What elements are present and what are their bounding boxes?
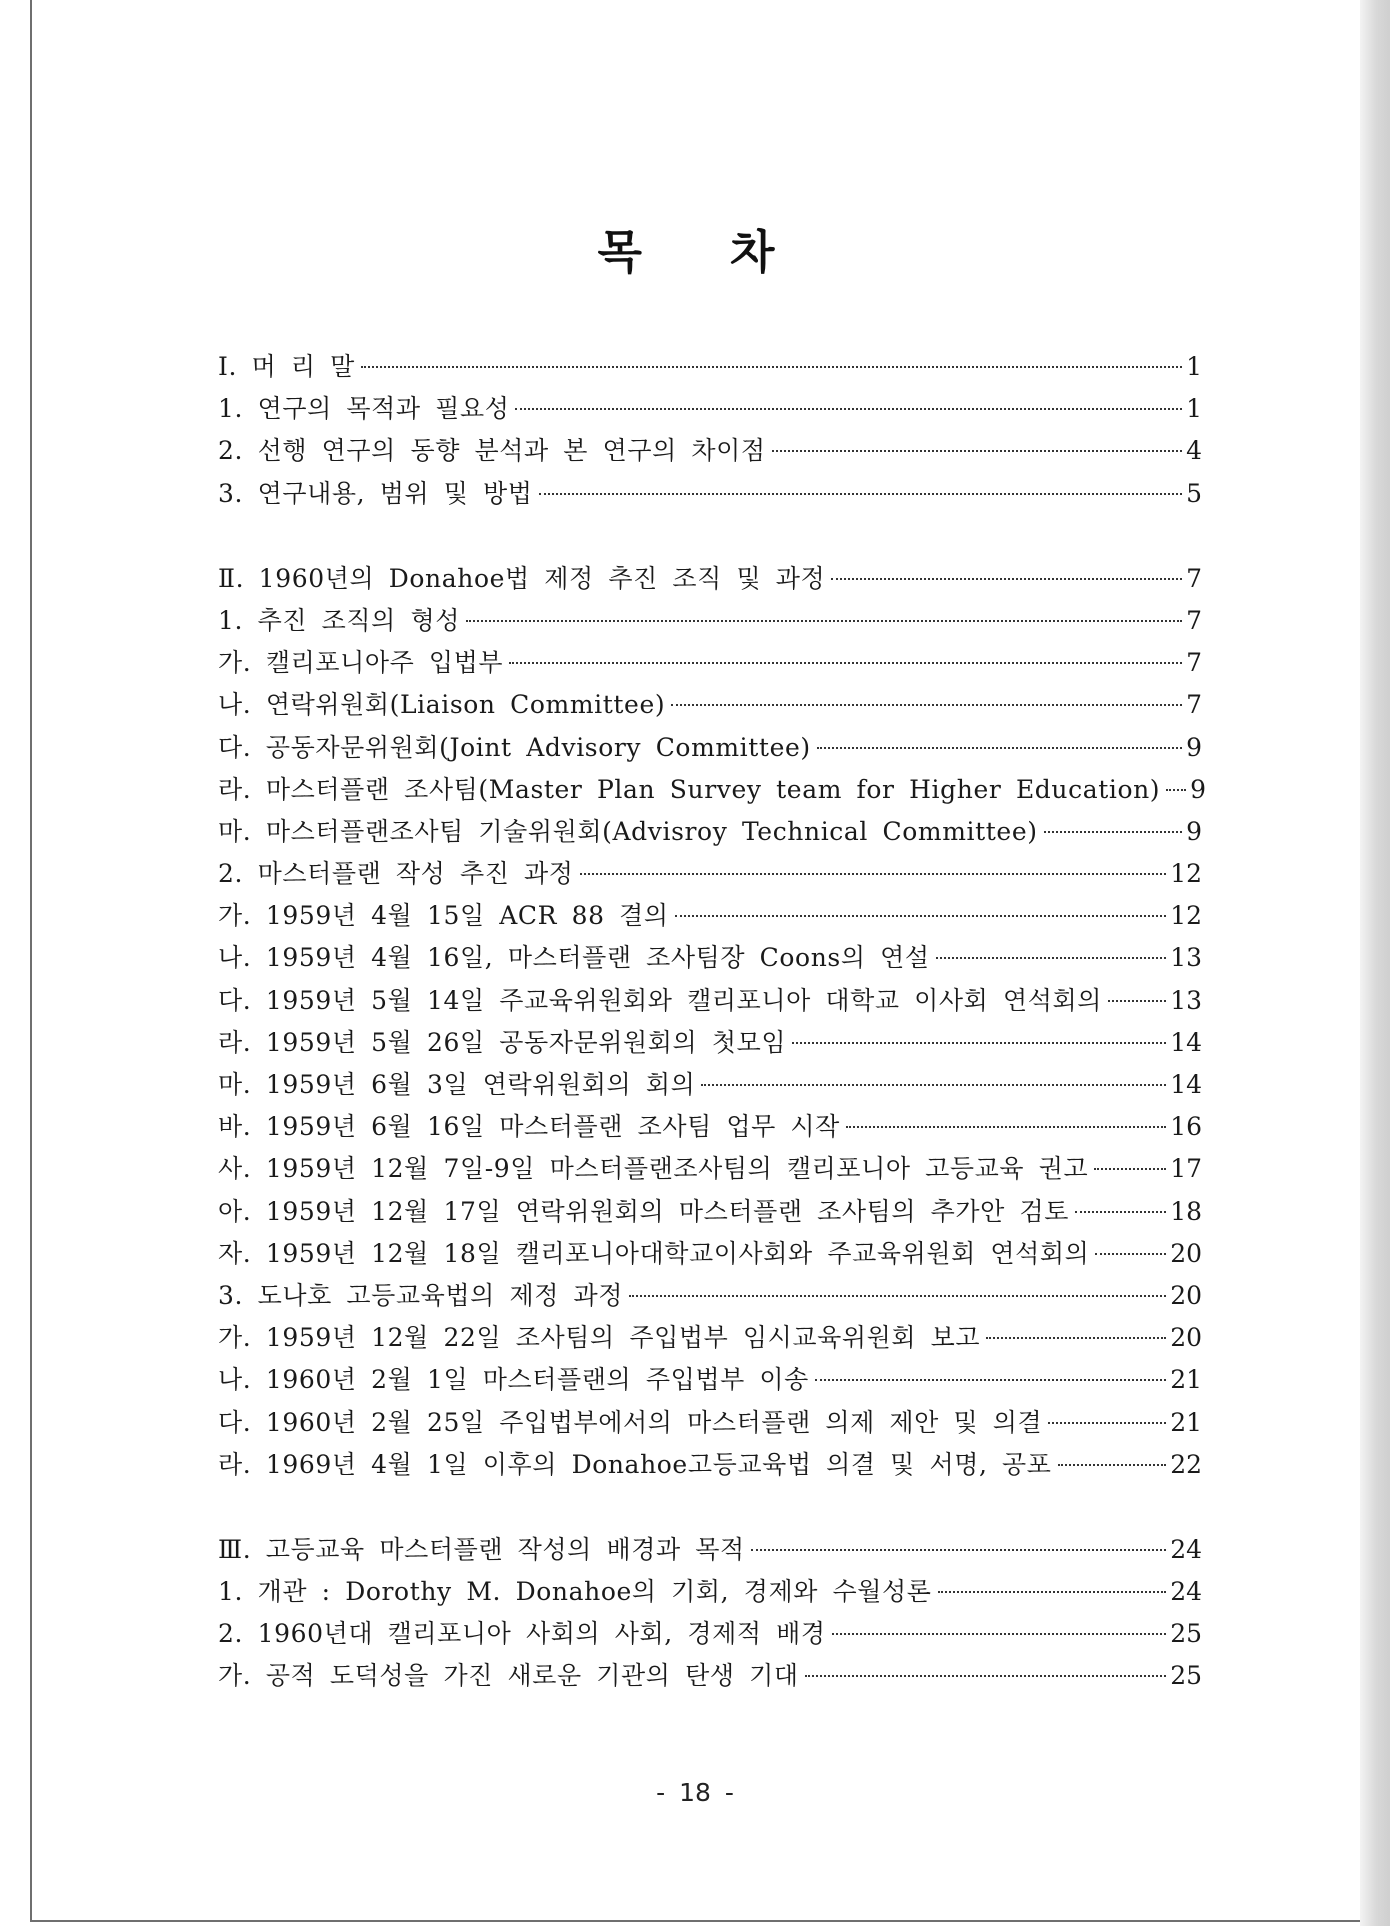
toc-entry-page: 18 — [1170, 1196, 1202, 1226]
toc-section — [218, 558, 1207, 1486]
toc-entry[interactable] — [218, 1529, 1202, 1571]
dot-leader — [938, 1591, 1167, 1593]
dot-leader — [805, 1675, 1167, 1677]
toc-entry-title: Ⅰ. 머 리 말 — [218, 352, 355, 381]
toc-section — [218, 346, 1202, 515]
toc-entry-title: 나. 연락위원회(Liaison Committee) — [218, 690, 666, 720]
toc-entry-title: 가. 캘리포니아주 입법부 — [218, 648, 504, 678]
toc-entry-title: 마. 마스터플랜조사팀 기술위원회(Advisroy Technical Committee) — [218, 816, 1038, 846]
toc-entry-page: 21 — [1170, 1365, 1202, 1395]
toc-entry-title: 1. 추진 조직의 형성 — [218, 605, 460, 635]
toc-entry-title: 2. 마스터플랜 작성 추진 과정 — [218, 859, 574, 889]
dot-leader — [1166, 789, 1186, 791]
toc-entry-page: 5 — [1186, 478, 1202, 508]
toc-entry[interactable] — [218, 811, 1202, 853]
dot-leader — [936, 957, 1167, 959]
toc-entry-page: 7 — [1186, 605, 1202, 635]
toc-entry-title: 라. 1969년 4월 1일 이후의 Donahoe고등교육법 의결 및 서명, 공포 — [218, 1449, 1052, 1479]
dot-leader — [986, 1337, 1166, 1339]
toc-entry-title: 3. 연구내용, 범위 및 방법 — [218, 478, 533, 508]
toc-entry-page: 1 — [1186, 394, 1202, 424]
dot-leader — [1094, 1168, 1166, 1170]
toc-entry[interactable] — [218, 853, 1202, 895]
toc-entry-title: 마. 1959년 6월 3일 연락위원회의 회의 — [218, 1070, 696, 1099]
toc-entry[interactable] — [218, 346, 1202, 388]
toc-entry-page: 24 — [1170, 1577, 1202, 1607]
toc-entry-title: 1. 개관 : Dorothy M. Donahoe의 기회, 경제와 수월성론 — [218, 1577, 932, 1607]
toc-entry[interactable] — [218, 1106, 1202, 1148]
toc-entry[interactable] — [218, 1655, 1202, 1697]
dot-leader — [1075, 1211, 1166, 1213]
dot-leader — [1044, 831, 1183, 833]
toc-entry-page: 4 — [1186, 436, 1202, 466]
toc-entry-page: 20 — [1170, 1280, 1202, 1310]
toc-entry[interactable] — [218, 684, 1202, 726]
toc-entry[interactable] — [218, 1233, 1202, 1275]
toc-entry-page: 21 — [1170, 1407, 1202, 1437]
toc-entry-page: 13 — [1170, 943, 1202, 973]
dot-leader — [466, 620, 1182, 622]
dot-leader — [817, 747, 1182, 749]
dot-leader — [675, 915, 1167, 917]
toc-entry-page: 22 — [1170, 1449, 1202, 1479]
toc-entry-title: 다. 공동자문위원회(Joint Advisory Committee) — [218, 732, 811, 762]
toc-entry[interactable] — [218, 937, 1202, 979]
toc-section — [218, 1529, 1202, 1698]
toc-entry-page: 7 — [1186, 563, 1202, 593]
toc-entry-page: 25 — [1170, 1661, 1202, 1691]
toc-entry-page: 25 — [1170, 1619, 1202, 1649]
toc-entry-page: 13 — [1170, 985, 1202, 1015]
toc-entry-page: 12 — [1170, 859, 1202, 889]
dot-leader — [509, 662, 1182, 664]
toc-entry[interactable] — [218, 769, 1207, 811]
page-title: 목 차 — [597, 225, 811, 279]
toc-entry[interactable] — [218, 727, 1202, 769]
toc-entry-title: 가. 공적 도덕성을 가진 새로운 기관의 탄생 기대 — [218, 1661, 799, 1691]
table-of-contents — [218, 346, 1207, 1741]
toc-entry-title: 다. 1959년 5월 14일 주교육위원회와 캘리포니아 대학교 이사회 연석회의 — [218, 985, 1102, 1015]
toc-entry-page: 14 — [1170, 1027, 1202, 1057]
dot-leader — [831, 578, 1182, 580]
dot-leader — [671, 704, 1182, 706]
toc-entry-title: 자. 1959년 12월 18일 캘리포니아대학교이사회와 주교육위원회 연석회의 — [218, 1238, 1090, 1268]
dot-leader — [701, 1084, 1166, 1086]
toc-entry-title: 2. 1960년대 캘리포니아 사회의 사회, 경제적 배경 — [218, 1619, 826, 1649]
toc-entry-page: 12 — [1170, 901, 1202, 931]
toc-entry[interactable] — [218, 1275, 1202, 1317]
dot-leader — [629, 1295, 1166, 1297]
toc-entry-title: 나. 1959년 4월 16일, 마스터플랜 조사팀장 Coons의 연설 — [218, 943, 930, 973]
toc-entry[interactable] — [218, 642, 1202, 684]
toc-entry-title: 사. 1959년 12월 7일-9일 마스터플랜조사팀의 캘리포니아 고등교육 권고 — [218, 1154, 1089, 1184]
toc-entry-page: 20 — [1170, 1323, 1202, 1353]
toc-entry[interactable] — [218, 980, 1202, 1022]
toc-entry-page: 7 — [1186, 648, 1202, 678]
toc-entry-page: 9 — [1186, 732, 1202, 762]
toc-entry[interactable] — [218, 1191, 1202, 1233]
toc-entry-title: 라. 1959년 5월 26일 공동자문위원회의 첫모임 — [218, 1027, 787, 1057]
toc-entry[interactable] — [218, 473, 1202, 515]
toc-entry-page: 9 — [1186, 816, 1202, 846]
dot-leader — [751, 1549, 1166, 1551]
toc-entry[interactable] — [218, 1444, 1202, 1486]
dot-leader — [539, 493, 1183, 495]
dot-leader — [1108, 1000, 1166, 1002]
toc-entry-title: 1. 연구의 목적과 필요성 — [218, 394, 510, 424]
toc-entry[interactable] — [218, 1148, 1202, 1190]
toc-entry-title: 아. 1959년 12월 17일 연락위원회의 마스터플랜 조사팀의 추가안 검토 — [218, 1196, 1069, 1226]
toc-entry-page: 1 — [1186, 352, 1202, 381]
toc-entry[interactable] — [218, 430, 1202, 472]
toc-entry-title: 라. 마스터플랜 조사팀(Master Plan Survey team for Higher Education) — [218, 774, 1161, 804]
toc-entry-title: 가. 1959년 12월 22일 조사팀의 주입법부 임시교육위원회 보고 — [218, 1323, 981, 1353]
toc-entry-title: 3. 도나호 고등교육법의 제정 과정 — [218, 1280, 623, 1310]
dot-leader — [361, 366, 1182, 368]
dot-leader — [1058, 1464, 1167, 1466]
toc-entry[interactable] — [218, 895, 1202, 937]
toc-entry[interactable] — [218, 600, 1202, 642]
page-number: - 18 - — [656, 1778, 734, 1807]
dot-leader — [515, 408, 1182, 410]
toc-entry-title: 가. 1959년 4월 15일 ACR 88 결의 — [218, 901, 669, 931]
toc-entry-title: 바. 1959년 6월 16일 마스터플랜 조사팀 업무 시작 — [218, 1112, 840, 1142]
toc-entry-page: 9 — [1190, 774, 1207, 804]
toc-entry-page: 24 — [1170, 1534, 1202, 1564]
dot-leader — [815, 1379, 1166, 1381]
page-edge-shadow — [1360, 0, 1390, 1926]
toc-entry-page: 7 — [1186, 690, 1202, 720]
toc-entry[interactable] — [218, 1571, 1202, 1613]
toc-entry-page: 17 — [1170, 1154, 1202, 1184]
toc-entry-title: Ⅱ. 1960년의 Donahoe법 제정 추진 조직 및 과정 — [218, 563, 826, 593]
toc-entry-page: 20 — [1170, 1238, 1202, 1268]
toc-entry-page: 16 — [1170, 1112, 1202, 1142]
toc-entry-title: 다. 1960년 2월 25일 주입법부에서의 마스터플랜 의제 제안 및 의결 — [218, 1407, 1043, 1437]
toc-entry[interactable] — [218, 388, 1202, 430]
dot-leader — [832, 1633, 1167, 1635]
dot-leader — [580, 873, 1167, 875]
toc-entry[interactable] — [218, 1064, 1202, 1106]
dot-leader — [846, 1126, 1166, 1128]
toc-entry[interactable] — [218, 1317, 1202, 1359]
toc-entry-title: 나. 1960년 2월 1일 마스터플랜의 주입법부 이송 — [218, 1365, 809, 1395]
dot-leader — [1095, 1253, 1166, 1255]
toc-entry-page: 14 — [1170, 1070, 1202, 1099]
toc-entry[interactable] — [218, 1613, 1202, 1655]
dot-leader — [1048, 1422, 1166, 1424]
toc-entry[interactable] — [218, 1359, 1202, 1401]
dot-leader — [792, 1042, 1166, 1044]
toc-entry[interactable] — [218, 1402, 1202, 1444]
toc-entry-title: Ⅲ. 고등교육 마스터플랜 작성의 배경과 목적 — [218, 1534, 745, 1564]
toc-entry-title: 2. 선행 연구의 동향 분석과 본 연구의 차이점 — [218, 436, 766, 466]
toc-entry[interactable] — [218, 1022, 1202, 1064]
toc-entry[interactable] — [218, 558, 1202, 600]
dot-leader — [772, 450, 1182, 452]
